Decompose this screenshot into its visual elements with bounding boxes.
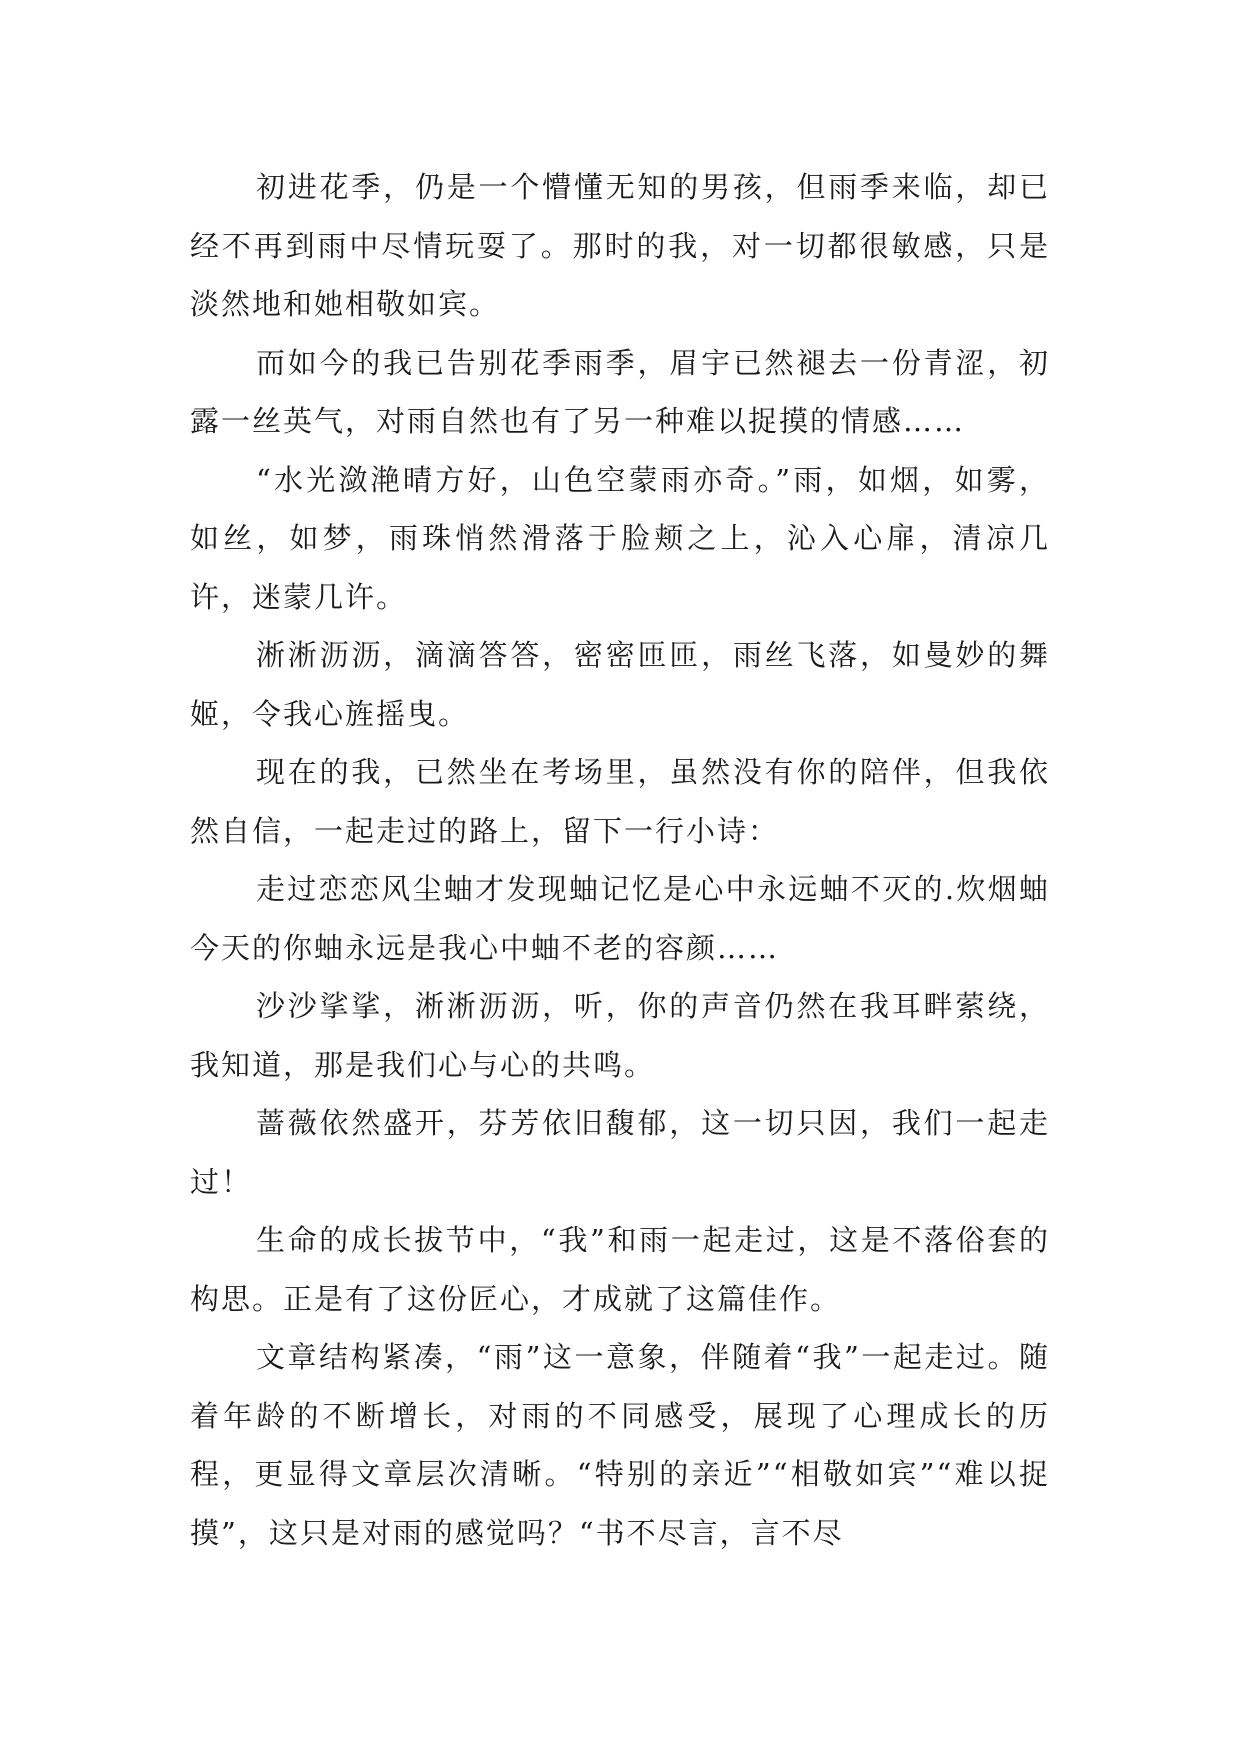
paragraph-7: 沙沙挲挲，淅淅沥沥，听，你的声音仍然在我耳畔萦绕，我知道，那是我们心与心的共鸣。 [190,989,1050,1082]
paragraph-1: 初进花季，仍是一个懵懂无知的男孩，但雨季来临，却已经不再到雨中尽情玩耍了。那时的我，对一切都很敏感，只是淡然地和她相敬如宾。 [190,170,1050,321]
paragraph-4: 淅淅沥沥，滴滴答答，密密匝匝，雨丝飞落，如曼妙的舞姬，令我心旌摇曳。 [190,638,1050,731]
paragraph-10: 文章结构紧凑，“雨”这一意象，伴随着“我”一起走过。随着年龄的不断增长，对雨的不同感受，展现了心理成长的历程，更显得文章层次清晰。“特别的亲近”“相敬如宾”“难以捉摸”，这只是对雨的感觉吗？“书不尽言，言不尽 [190,1340,1050,1550]
paragraph-3: “水光潋滟晴方好，山色空蒙雨亦奇。”雨，如烟，如雾，如丝，如梦，雨珠悄然滑落于脸颊之上，沁入心扉，清凉几许，迷蒙几许。 [190,462,1050,614]
paragraph-2: 而如今的我已告别花季雨季，眉宇已然褪去一份青涩，初露一丝英气，对雨自然也有了另一种难以捉摸的情感…… [190,345,1050,438]
paragraph-8: 蔷薇依然盛开，芬芳依旧馥郁，这一切只因，我们一起走过！ [190,1106,1050,1199]
paragraph-5: 现在的我，已然坐在考场里，虽然没有你的陪伴，但我依然自信，一起走过的路上，留下一行小诗： [190,755,1050,848]
paragraph-6: 走过恋恋风尘蚰才发现蚰记忆是心中永远蚰不灭的.炊烟蚰今天的你蚰永远是我心中蚰不老的容颜…… [190,872,1050,965]
document-body [190,158,1050,1562]
paragraph-9: 生命的成长拔节中，“我”和雨一起走过，这是不落俗套的构思。正是有了这份匠心，才成就了这篇佳作。 [190,1223,1050,1316]
